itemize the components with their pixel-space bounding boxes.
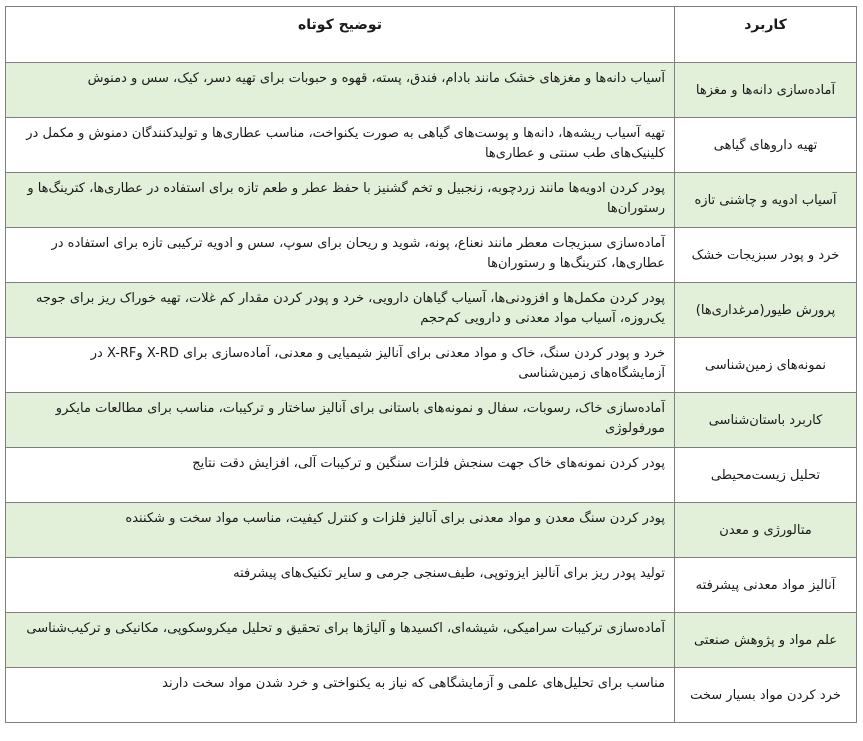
table-row <box>6 63 857 118</box>
table-row <box>6 173 857 228</box>
row-description: آماده‌سازی ترکیبات سرامیکی، شیشه‌ای، اکسیدها و آلیاژها برای تحقیق و تحلیل میکروسکوپی، مکانیکی و ترکیب‌شناسی <box>6 613 675 668</box>
row-description: آماده‌سازی خاک، رسوبات، سفال و نمونه‌های باستانی برای آنالیز ساختار و ترکیبات، مناسب برای مطالعات مایکرو مورفولوژی <box>6 393 675 448</box>
table-row <box>6 558 857 613</box>
table-row <box>6 338 857 393</box>
table-row <box>6 613 857 668</box>
applications-table <box>5 6 857 723</box>
row-description: پودر کردن مکمل‌ها و افزودنی‌ها، آسیاب گیاهان دارویی، خرد و پودر کردن مقدار کم غلات، تهیه خوراک ریز برای جوجه یک‌روزه، آسیاب مواد معدنی و دارویی کم‌حجم <box>6 283 675 338</box>
row-use: خرد و پودر سبزیجات خشک <box>675 228 857 283</box>
row-description: آسیاب دانه‌ها و مغزهای خشک مانند بادام، فندق، پسته، قهوه و حبوبات برای تهیه دسر، کیک، سس و دمنوش <box>6 63 675 118</box>
table-body <box>6 63 857 723</box>
row-use: آسیاب ادویه و چاشنی تازه <box>675 173 857 228</box>
table-row <box>6 118 857 173</box>
row-description: خرد و پودر کردن سنگ، خاک و مواد معدنی برای آنالیز شیمیایی و معدنی، آماده‌سازی برای X-RD وX-RF در آزمایشگاه‌های زمین‌شناسی <box>6 338 675 393</box>
table-row <box>6 228 857 283</box>
row-use: نمونه‌های زمین‌شناسی <box>675 338 857 393</box>
table-header-row <box>6 7 857 63</box>
table-row <box>6 503 857 558</box>
row-use: کاربرد باستان‌شناسی <box>675 393 857 448</box>
table-row <box>6 448 857 503</box>
row-use: متالورژی و معدن <box>675 503 857 558</box>
row-description: آماده‌سازی سبزیجات معطر مانند نعناع، پونه، شوید و ریحان برای سوپ، سس و ادویه ترکیبی تازه برای استفاده در عطاری‌ها، کترینگ‌ها و رستوران‌ها <box>6 228 675 283</box>
applications-table-wrapper <box>6 6 857 723</box>
header-use: کاربرد <box>675 7 857 63</box>
table-row <box>6 668 857 723</box>
row-description: تهیه آسیاب ریشه‌ها، دانه‌ها و پوست‌های گیاهی به صورت یکنواخت، مناسب عطاری‌ها و تولیدکنندگان دمنوش و مکمل در کلینیک‌های طب سنتی و عطاری‌ها <box>6 118 675 173</box>
row-use: تحلیل زیست‌محیطی <box>675 448 857 503</box>
row-use: علم مواد و پژوهش صنعتی <box>675 613 857 668</box>
row-description: مناسب برای تحلیل‌های علمی و آزمایشگاهی که نیاز به یکنواختی و خرد شدن مواد سخت دارند <box>6 668 675 723</box>
row-use: خرد کردن مواد بسیار سخت <box>675 668 857 723</box>
row-description: تولید پودر ریز برای آنالیز ایزوتوپی، طیف‌سنجی جرمی و سایر تکنیک‌های پیشرفته <box>6 558 675 613</box>
row-description: پودر کردن نمونه‌های خاک جهت سنجش فلزات سنگین و ترکیبات آلی، افزایش دقت نتایج <box>6 448 675 503</box>
row-use: تهیه داروهای گیاهی <box>675 118 857 173</box>
table-row <box>6 393 857 448</box>
row-use: آماده‌سازی دانه‌ها و مغزها <box>675 63 857 118</box>
table-row <box>6 283 857 338</box>
row-use: پرورش طیور(مرغداری‌ها) <box>675 283 857 338</box>
row-description: پودر کردن ادویه‌ها مانند زردچوبه، زنجبیل و تخم گشنیز با حفظ عطر و طعم تازه برای استفاده در عطاری‌ها، کترینگ‌ها و رستوران‌ها <box>6 173 675 228</box>
header-description: توضیح کوتاه <box>6 7 675 63</box>
row-description: پودر کردن سنگ معدن و مواد معدنی برای آنالیز فلزات و کنترل کیفیت، مناسب مواد سخت و شکننده <box>6 503 675 558</box>
row-use: آنالیز مواد معدنی پیشرفته <box>675 558 857 613</box>
